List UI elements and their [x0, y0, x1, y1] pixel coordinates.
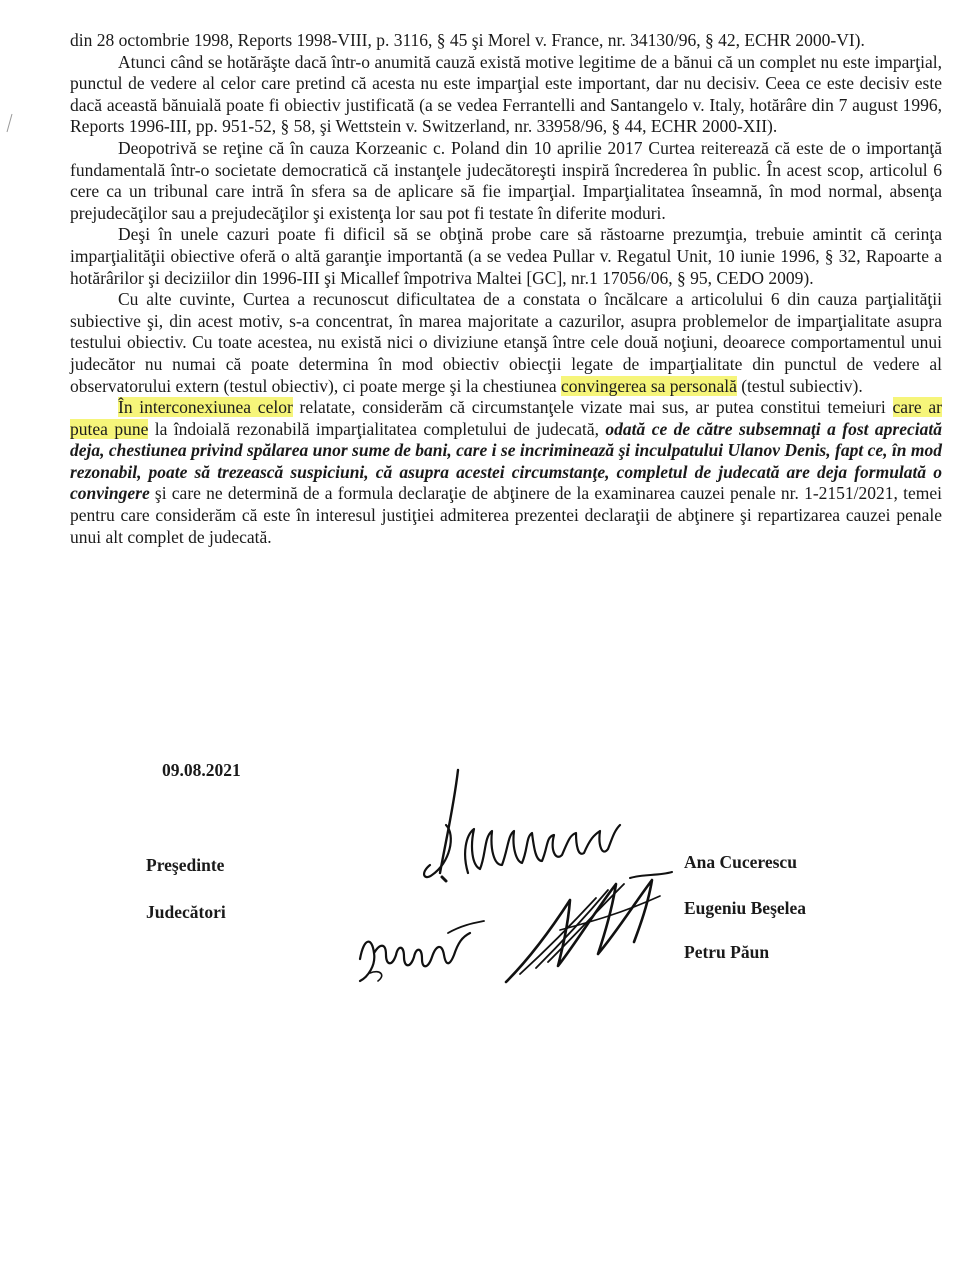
- judge-signature-2: [350, 915, 490, 985]
- margin-mark: [4, 112, 14, 134]
- president-name: Ana Cucerescu: [684, 852, 797, 872]
- highlighted-text: convingerea sa personală: [560, 375, 737, 396]
- paragraph-text: Deşi în unele cazuri poate fi dificil să se obţină probe care să răstoarne prezumţia, trebuie amintit că cerinţa imparţialităţii obiective oferă o altă garanţie importantă (a se vedea Pullar v. Regatul Unit, 10 iunie 1996, § 32, Rapoarte a hotărârilor şi deciziilor din 1996-III şi Micallef împotriva Maltei [GC], nr.1 17056/06, § 95, CEDO 2009).: [70, 224, 942, 288]
- president-label: Preşedinte: [146, 855, 225, 875]
- paragraph: [70, 52, 942, 138]
- document-date: 09.08.2021: [162, 760, 241, 780]
- judge-name-2: Petru Păun: [684, 942, 770, 962]
- document-body: [70, 30, 942, 548]
- highlighted-text: În interconexiunea celor: [118, 397, 293, 418]
- paragraph: [70, 138, 942, 224]
- paragraph: [70, 397, 942, 548]
- judge-signature-1: [500, 870, 680, 990]
- paragraph-text: relatate, considerăm că circumstanţele vizate mai sus, ar putea constitui temeiuri: [292, 397, 893, 418]
- paragraph-text: (testul subiectiv).: [736, 375, 863, 396]
- highlighted-text: care ar putea pune: [70, 397, 942, 439]
- paragraph-text: şi care ne determină de a formula declaraţie de abţinere de la examinarea cauzei penale nr. 1-2151/2021, temei pentru care considerăm că este în interesul justiţiei admiterea prezentei declaraţii de abţinere şi repartizarea cauzei penale unui alt complet de judecată.: [70, 483, 942, 547]
- emphasized-text: odată ce de către subsemnaţi a fost apreciată deja, chestiunea privind spălarea unor sume de bani, care i se incriminează şi inculpatului Ulanov Denis, fapt ce, în mod rezonabil, poate să trezească suspiciuni, că asupra acestei circumstanţe, completul de judecată are deja formulată o convingere: [70, 418, 942, 504]
- judge-name-1: Eugeniu Beşelea: [684, 898, 807, 918]
- paragraph-text: Atunci când se hotărăşte dacă într-o anumită cauză există motive legitime de a bănui că un complet nu este imparţial, punctul de vedere al celor care pretind că acesta nu este imparţial este important, dar nu decisiv. Ceea ce este decisiv este dacă această bănuială poate fi obiectiv justificată (a se vedea Ferrantelli and Santangelo v. Italy, hotărâre din 7 august 1996, Reports 1996-III, pp. 951-52, § 58, şi Wettstein v. Switzerland, nr. 33958/96, § 44, ECHR 2000-XII).: [70, 51, 942, 137]
- paragraph-text: Cu alte cuvinte, Curtea a recunoscut dificultatea de a constata o încălcare a articolului 6 din cauza parţialităţii subiective şi, din acest motiv, s-a concentrat, în marea majoritate a cazurilor, asupra problemelor de imparţialitate asupra testului obiectiv. Cu toate acestea, nu există nici o diviziune etanşă între cele două noţiuni, deoarece comportamentul unui judecător nu numai că poate determina în mod obiectiv obiecţii legate de imparţialitate din punctul de vedere al observatorului extern (testul obiectiv), ci poate merge şi la chestiunea: [70, 289, 942, 396]
- paragraph-text: din 28 octombrie 1998, Reports 1998-VIII, p. 3116, § 45 şi Morel v. France, nr. 34130/96, § 42, ECHR 2000-VI).: [70, 30, 865, 50]
- paragraph-text: la îndoială rezonabilă imparţialitatea completului de judecată,: [148, 418, 606, 439]
- paragraph: [70, 289, 942, 397]
- paragraph-text: Deopotrivă se reţine că în cauza Korzeanic c. Poland din 10 aprilie 2017 Curtea reiterează că este de o importanţă fundamentală într-o societate democratică că instanţele judecătoreşti inspiră încrederea în public. În acest scop, articolul 6 cere ca un tribunal care intră în sfera sa de aplicare să fie imparţial. Imparţialitatea înseamnă, în mod normal, absenţa prejudecăţilor sau a prejudecăţilor şi existenţa lor sau pot fi testate în diferite moduri.: [70, 137, 942, 223]
- paragraph: [70, 224, 942, 289]
- judges-label: Judecători: [146, 902, 226, 922]
- paragraph: [70, 30, 942, 52]
